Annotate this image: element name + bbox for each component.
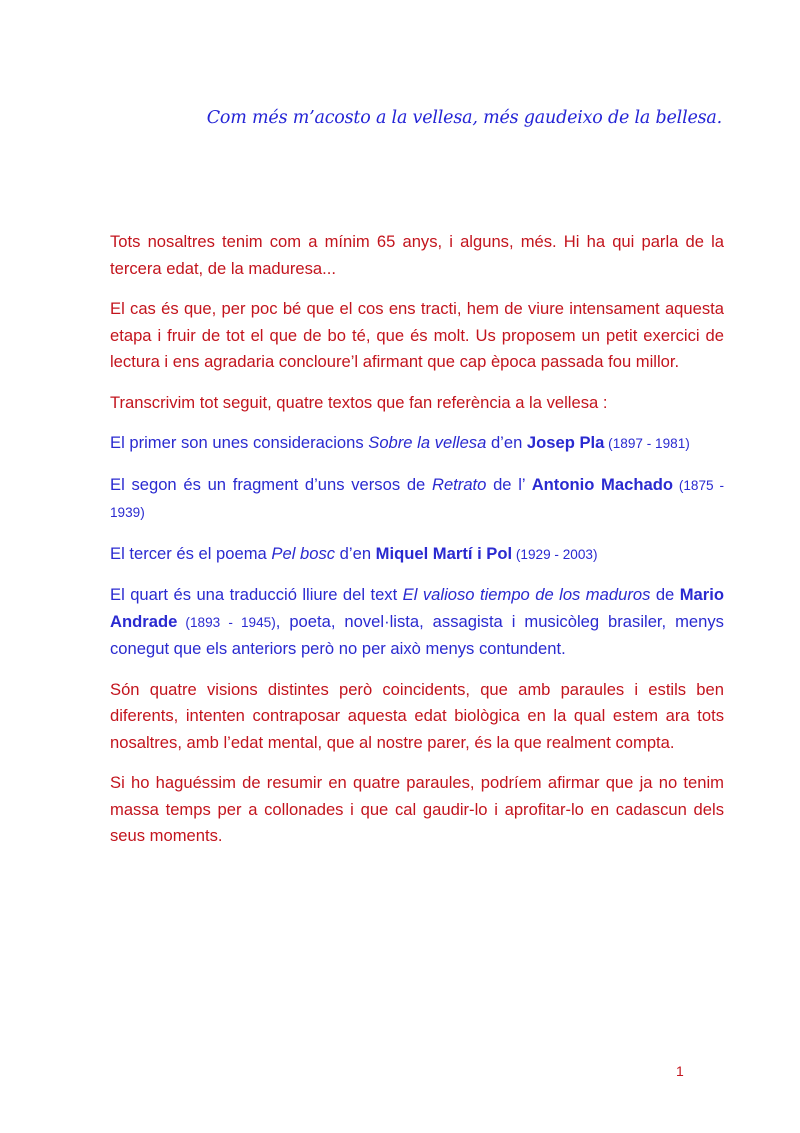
text-two-title: Retrato [431,474,487,494]
text-two-mid: de l’ [486,474,532,494]
text-three-lead: El tercer és el poema [110,543,272,563]
text-three-author: Miquel Martí i Pol [375,543,513,563]
epigraph-quote: Com més m’acosto a la vellesa, més gaudeixo de la bellesa. [206,108,722,128]
text-four-lead: El quart és una traducció lliure del text [110,585,403,604]
paragraph-summary: Si ho haguéssim de resumir en quatre paraules, podríem afirmar que ja no tenim massa temps per a collonades i que cal gaudir-lo i aprofitar-lo en cadascun dels seus moments. [110,773,724,845]
paragraph-transcription-intro: Transcrivim tot seguit, quatre textos que fan referència a la vellesa : [110,392,608,412]
paragraph-text-one [110,430,724,458]
text-four-rest: , poeta, novel·lista, assagista i musicòleg brasiler, menys conegut que els anteriors però no per això menys contundent. [110,611,724,658]
paragraph-intro: Tots nosaltres tenim com a mínim 65 anys, i alguns, més. Hi ha qui parla de la tercera edat, de la maduresa... [110,232,724,278]
text-one-mid: d’en [486,433,527,452]
text-two-years: (1875 - 1939) [110,477,724,520]
paragraph-purpose: El cas és que, per poc bé que el cos ens tracti, hem de viure intensament aquesta etapa i fruir de tot el que de bo té, que és molt. Us proposem un petit exercici de lectura i ens agradaria concloure’l afirmant que cap època passada fou millor. [110,299,724,371]
text-two-author: Antonio Machado [531,474,673,494]
paragraph-text-four [110,582,724,663]
text-four-author: Mario Andrade [110,585,724,631]
document-body [110,229,724,864]
text-four-years: (1893 - 1945) [177,614,276,630]
text-three-title: Pel bosc [271,543,336,563]
text-two-lead: El segon és un fragment d’uns versos de [110,474,432,494]
paragraph-text-three [110,541,724,569]
page-number: 1 [676,1063,684,1079]
text-one-title: Sobre la vellesa [368,433,487,452]
text-four-title: El valioso tiempo de los maduros [402,585,651,604]
text-three-years: (1929 - 2003) [512,546,598,562]
text-one-years: (1897 - 1981) [604,436,690,451]
paragraph-four-visions: Són quatre visions distintes però coincidents, que amb paraules i estils ben diferents, intenten contraposar aquesta edat biològica en la qual estem ara tots nosaltres, amb l’edat mental, que al nostre parer, és la que realment compta. [110,679,724,752]
text-three-mid: d’en [335,543,376,563]
text-one-author: Josep Pla [526,433,605,452]
text-one-lead: El primer son unes consideracions [110,433,369,452]
paragraph-text-two [110,472,724,527]
text-four-mid: de [650,585,680,604]
